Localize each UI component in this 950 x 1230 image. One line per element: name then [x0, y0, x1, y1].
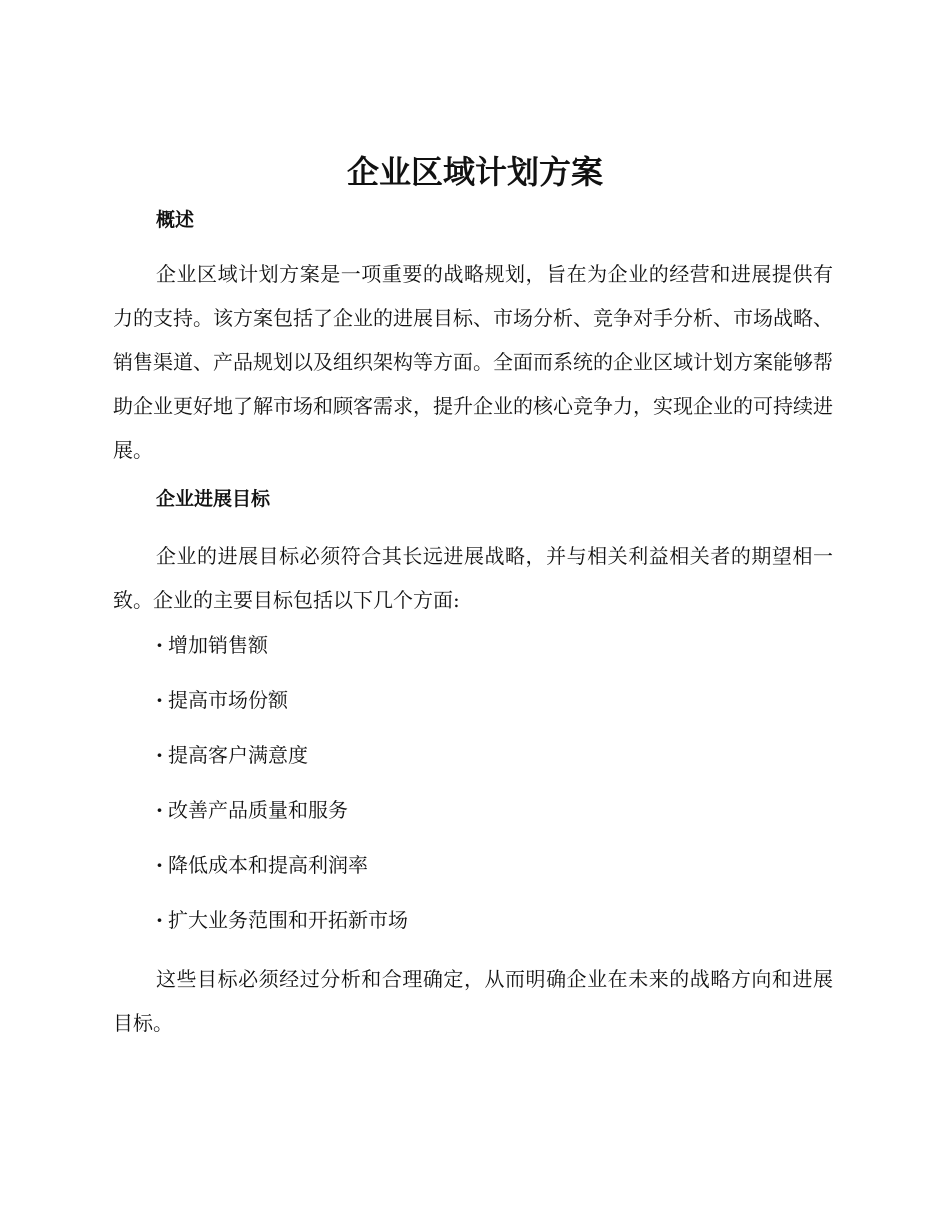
- bullet-marker: ·: [156, 798, 163, 822]
- list-item: [156, 850, 408, 905]
- goals-paragraph: 企业的进展目标必须符合其长远进展战略，并与相关利益相关者的期望相一致。企业的主要目标包括以下几个方面:: [113, 544, 833, 612]
- list-item-text: 降低成本和提高利润率: [168, 853, 368, 877]
- list-item-text: 扩大业务范围和开拓新市场: [168, 908, 408, 932]
- list-item-text: 提高客户满意度: [168, 743, 308, 767]
- list-item: [156, 685, 408, 740]
- document-title: 企业区域计划方案: [346, 153, 603, 191]
- bullet-marker: ·: [156, 688, 163, 712]
- goals-bullet-list: [156, 630, 408, 960]
- section-heading-overview: 概述: [156, 209, 195, 231]
- bullet-marker: ·: [156, 908, 163, 932]
- list-item-text: 改善产品质量和服务: [168, 798, 348, 822]
- list-item: [156, 740, 408, 795]
- bullet-marker: ·: [156, 633, 163, 657]
- bullet-marker: ·: [156, 853, 163, 877]
- list-item: [156, 795, 408, 850]
- bullet-marker: ·: [156, 743, 163, 767]
- list-item: [156, 905, 408, 960]
- overview-paragraph: 企业区域计划方案是一项重要的战略规划，旨在为企业的经营和进展提供有力的支持。该方案包括了企业的进展目标、市场分析、竞争对手分析、市场战略、销售渠道、产品规划以及组织架构等方面。全面而系统的企业区域计划方案能够帮助企业更好地了解市场和顾客需求，提升企业的核心竞争力，实现企业的可持续进展。: [113, 262, 833, 462]
- list-item-text: 提高市场份额: [168, 688, 288, 712]
- section-heading-goals: 企业进展目标: [156, 488, 271, 510]
- list-item-text: 增加销售额: [168, 633, 268, 657]
- list-item: [156, 630, 408, 685]
- closing-paragraph: 这些目标必须经过分析和合理确定，从而明确企业在未来的战略方向和进展目标。: [113, 967, 833, 1035]
